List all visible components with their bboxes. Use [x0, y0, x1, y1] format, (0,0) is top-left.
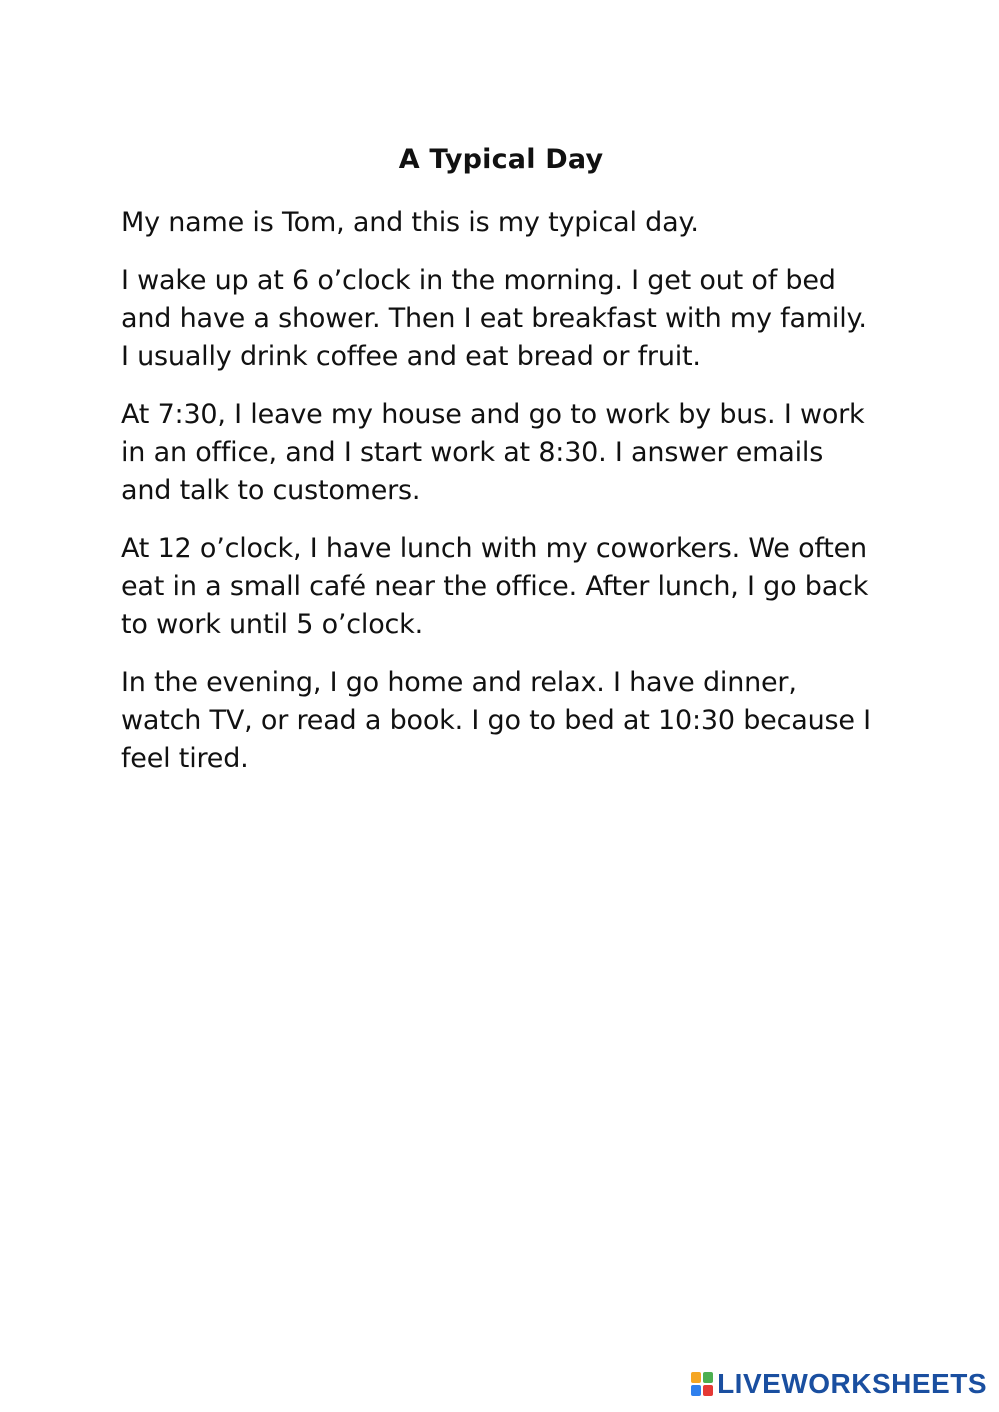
paragraph-lunch: At 12 o’clock, I have lunch with my coworkers. We often eat in a small café near the office. After lunch, I go back to work until 5 o’clock.: [121, 533, 869, 640]
logo-square-1: [691, 1372, 701, 1383]
liveworksheets-brand: [691, 1368, 987, 1400]
logo-square-4: [703, 1385, 713, 1396]
worksheet-title: A Typical Day: [398, 144, 604, 175]
paragraph-intro: My name is Tom, and this is my typical day.: [121, 207, 699, 238]
paragraph-evening: In the evening, I go home and relax. I have dinner, watch TV, or read a book. I go to bed at 10:30 because I feel tired.: [121, 667, 871, 774]
liveworksheets-logo-icon: [691, 1372, 713, 1396]
paragraph-morning: I wake up at 6 o’clock in the morning. I get out of bed and have a shower. Then I eat breakfast with my family. I usually drink coffee and eat bread or fruit.: [121, 265, 867, 372]
brand-name: LIVEWORKSHEETS: [717, 1368, 987, 1399]
paragraph-work: At 7:30, I leave my house and go to work by bus. I work in an office, and I start work at 8:30. I answer emails and talk to customers.: [121, 399, 865, 506]
logo-square-2: [703, 1372, 713, 1383]
logo-square-3: [691, 1385, 701, 1396]
worksheet-body: [121, 140, 881, 798]
